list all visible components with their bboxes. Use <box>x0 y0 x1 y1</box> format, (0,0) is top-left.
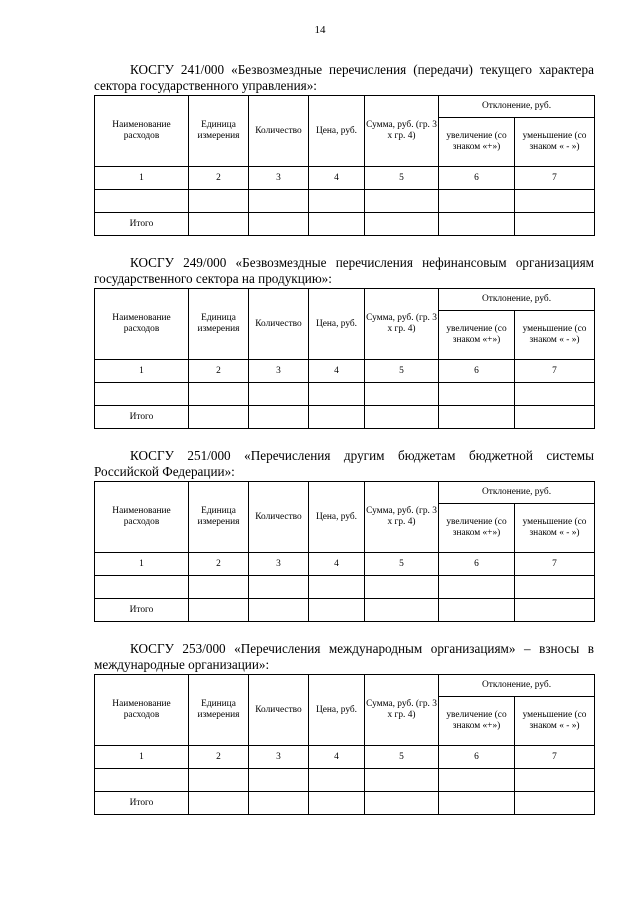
empty-cell[interactable] <box>365 792 439 815</box>
column-number: 7 <box>515 167 595 190</box>
header-deviation: Отклонение, руб. <box>439 96 595 118</box>
empty-cell[interactable] <box>189 190 249 213</box>
column-number: 2 <box>189 553 249 576</box>
header-price: Цена, руб. <box>309 289 365 360</box>
header-increase: увеличение (со знаком «+») <box>439 311 515 360</box>
empty-cell[interactable] <box>309 213 365 236</box>
column-number: 3 <box>249 553 309 576</box>
section-kosgu-253 <box>94 641 594 815</box>
empty-cell[interactable] <box>365 769 439 792</box>
empty-cell[interactable] <box>189 599 249 622</box>
column-number: 5 <box>365 746 439 769</box>
empty-cell[interactable] <box>439 599 515 622</box>
column-number: 5 <box>365 360 439 383</box>
empty-cell[interactable] <box>439 576 515 599</box>
header-sum: Сумма, руб. (гр. 3 х гр. 4) <box>365 96 439 167</box>
empty-cell[interactable] <box>365 383 439 406</box>
section-heading: КОСГУ 249/000 «Безвозмездные перечисления нефинансовым организациям государственного сектора на продукцию»: <box>94 255 594 286</box>
total-row <box>95 599 595 622</box>
empty-cell[interactable] <box>309 190 365 213</box>
header-price: Цена, руб. <box>309 675 365 746</box>
header-unit: Единица измерения <box>189 482 249 553</box>
empty-cell[interactable] <box>189 406 249 429</box>
column-number: 5 <box>365 553 439 576</box>
empty-cell[interactable] <box>515 406 595 429</box>
total-row <box>95 213 595 236</box>
empty-cell[interactable] <box>309 769 365 792</box>
column-number: 1 <box>95 167 189 190</box>
empty-cell[interactable] <box>309 576 365 599</box>
empty-cell[interactable] <box>249 576 309 599</box>
empty-cell[interactable] <box>249 769 309 792</box>
empty-cell[interactable] <box>365 599 439 622</box>
column-number: 1 <box>95 746 189 769</box>
empty-cell[interactable] <box>439 406 515 429</box>
column-number: 7 <box>515 360 595 383</box>
empty-cell[interactable] <box>95 769 189 792</box>
page-number: 14 <box>314 24 326 36</box>
column-number: 3 <box>249 167 309 190</box>
empty-cell[interactable] <box>309 383 365 406</box>
empty-cell[interactable] <box>249 792 309 815</box>
header-sum: Сумма, руб. (гр. 3 х гр. 4) <box>365 289 439 360</box>
column-number: 3 <box>249 360 309 383</box>
expense-table <box>94 95 595 236</box>
column-number: 4 <box>309 746 365 769</box>
column-number: 2 <box>189 360 249 383</box>
header-decrease: уменьшение (со знаком « - ») <box>515 504 595 553</box>
empty-cell[interactable] <box>249 213 309 236</box>
empty-cell[interactable] <box>189 792 249 815</box>
empty-cell[interactable] <box>439 213 515 236</box>
header-decrease: уменьшение (со знаком « - ») <box>515 697 595 746</box>
empty-cell[interactable] <box>309 599 365 622</box>
total-row <box>95 406 595 429</box>
column-number: 5 <box>365 167 439 190</box>
empty-cell[interactable] <box>249 190 309 213</box>
column-number-row <box>95 746 595 769</box>
total-row <box>95 792 595 815</box>
total-label: Итого <box>95 406 189 429</box>
empty-cell[interactable] <box>189 576 249 599</box>
total-label: Итого <box>95 599 189 622</box>
empty-row <box>95 769 595 792</box>
header-unit: Единица измерения <box>189 96 249 167</box>
column-number: 6 <box>439 746 515 769</box>
header-sum: Сумма, руб. (гр. 3 х гр. 4) <box>365 482 439 553</box>
empty-cell[interactable] <box>515 792 595 815</box>
empty-cell[interactable] <box>365 190 439 213</box>
empty-cell[interactable] <box>365 576 439 599</box>
empty-cell[interactable] <box>515 599 595 622</box>
column-number: 2 <box>189 167 249 190</box>
empty-cell[interactable] <box>439 792 515 815</box>
empty-row <box>95 576 595 599</box>
column-number: 2 <box>189 746 249 769</box>
section-heading: КОСГУ 251/000 «Перечисления другим бюджетам бюджетной системы Российской Федерации»: <box>94 448 594 479</box>
header-sum: Сумма, руб. (гр. 3 х гр. 4) <box>365 675 439 746</box>
column-number: 6 <box>439 167 515 190</box>
empty-cell[interactable] <box>189 383 249 406</box>
header-decrease: уменьшение (со знаком « - ») <box>515 311 595 360</box>
column-number: 4 <box>309 360 365 383</box>
header-price: Цена, руб. <box>309 96 365 167</box>
empty-cell[interactable] <box>439 769 515 792</box>
column-number: 3 <box>249 746 309 769</box>
header-deviation: Отклонение, руб. <box>439 289 595 311</box>
header-quantity: Количество <box>249 96 309 167</box>
section-heading: КОСГУ 253/000 «Перечисления международным организациям» – взносы в международные организации»: <box>94 641 594 672</box>
section-kosgu-241 <box>94 62 594 236</box>
empty-cell[interactable] <box>95 576 189 599</box>
header-price: Цена, руб. <box>309 482 365 553</box>
section-kosgu-249 <box>94 255 594 429</box>
column-number: 6 <box>439 360 515 383</box>
column-number: 1 <box>95 553 189 576</box>
empty-cell[interactable] <box>515 576 595 599</box>
header-deviation: Отклонение, руб. <box>439 675 595 697</box>
column-number: 7 <box>515 746 595 769</box>
expense-table <box>94 481 595 622</box>
empty-cell[interactable] <box>95 383 189 406</box>
empty-cell[interactable] <box>95 190 189 213</box>
column-number-row <box>95 167 595 190</box>
header-increase: увеличение (со знаком «+») <box>439 697 515 746</box>
header-name: Наименование расходов <box>95 96 189 167</box>
empty-cell[interactable] <box>515 769 595 792</box>
column-number-row <box>95 553 595 576</box>
expense-table <box>94 288 595 429</box>
column-number: 4 <box>309 553 365 576</box>
header-name: Наименование расходов <box>95 675 189 746</box>
empty-cell[interactable] <box>249 406 309 429</box>
header-name: Наименование расходов <box>95 482 189 553</box>
header-increase: увеличение (со знаком «+») <box>439 118 515 167</box>
empty-cell[interactable] <box>439 190 515 213</box>
empty-cell[interactable] <box>515 383 595 406</box>
empty-cell[interactable] <box>365 213 439 236</box>
total-label: Итого <box>95 213 189 236</box>
empty-cell[interactable] <box>309 406 365 429</box>
empty-cell[interactable] <box>515 190 595 213</box>
header-quantity: Количество <box>249 482 309 553</box>
empty-cell[interactable] <box>515 213 595 236</box>
column-number: 6 <box>439 553 515 576</box>
empty-cell[interactable] <box>249 383 309 406</box>
column-number-row <box>95 360 595 383</box>
header-unit: Единица измерения <box>189 289 249 360</box>
total-label: Итого <box>95 792 189 815</box>
empty-cell[interactable] <box>365 406 439 429</box>
header-unit: Единица измерения <box>189 675 249 746</box>
empty-row <box>95 190 595 213</box>
empty-cell[interactable] <box>189 213 249 236</box>
header-decrease: уменьшение (со знаком « - ») <box>515 118 595 167</box>
header-name: Наименование расходов <box>95 289 189 360</box>
header-quantity: Количество <box>249 289 309 360</box>
empty-cell[interactable] <box>439 383 515 406</box>
empty-row <box>95 383 595 406</box>
empty-cell[interactable] <box>309 792 365 815</box>
expense-table <box>94 674 595 815</box>
empty-cell[interactable] <box>249 599 309 622</box>
header-quantity: Количество <box>249 675 309 746</box>
header-deviation: Отклонение, руб. <box>439 482 595 504</box>
column-number: 4 <box>309 167 365 190</box>
section-heading: КОСГУ 241/000 «Безвозмездные перечисления (передачи) текущего характера сектора государственного управления»: <box>94 62 594 93</box>
column-number: 7 <box>515 553 595 576</box>
section-kosgu-251 <box>94 448 594 622</box>
column-number: 1 <box>95 360 189 383</box>
header-increase: увеличение (со знаком «+») <box>439 504 515 553</box>
empty-cell[interactable] <box>189 769 249 792</box>
